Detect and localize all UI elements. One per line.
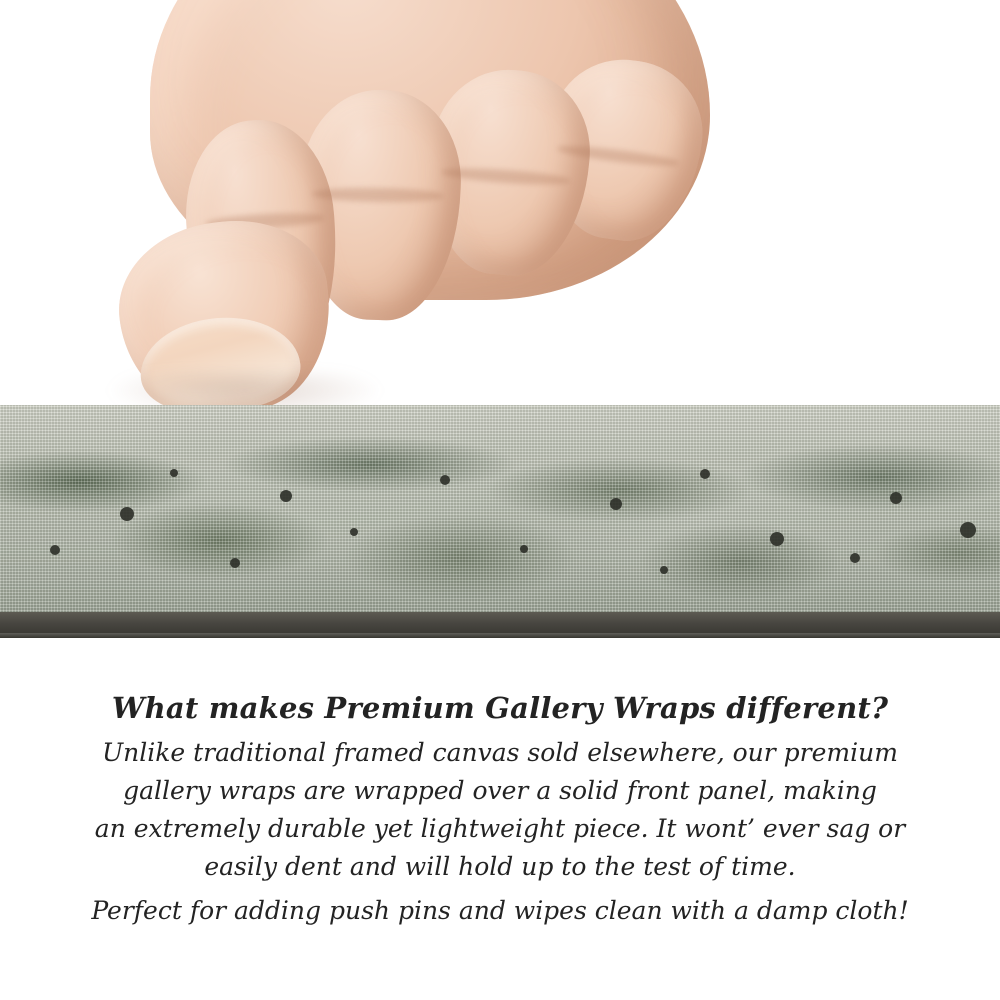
canvas-side-edge: [0, 612, 1000, 638]
copy-line: easily dent and will hold up to the test of time.: [204, 852, 796, 882]
canvas-speck: [890, 492, 902, 504]
canvas-speck: [170, 469, 178, 477]
canvas-surface: [0, 405, 1000, 617]
canvas-speck: [50, 545, 60, 555]
marketing-copy: [0, 690, 1000, 930]
copy-line: Unlike traditional framed canvas sold elsewhere, our premium: [102, 738, 898, 768]
canvas-speck: [350, 528, 358, 536]
copy-line: an extremely durable yet lightweight piece. It wont’ ever sag or: [94, 814, 906, 844]
copy-line: gallery wraps are wrapped over a solid front panel, making: [123, 776, 877, 806]
copy-closing-line: Perfect for adding push pins and wipes clean with a damp cloth!: [91, 896, 909, 926]
canvas-speck: [280, 490, 292, 502]
canvas-speck: [960, 522, 976, 538]
hand-illustration: [0, 0, 1000, 420]
canvas-speck: [520, 545, 528, 553]
canvas-speck: [230, 558, 240, 568]
canvas-speck: [440, 475, 450, 485]
canvas-speck: [700, 469, 710, 479]
copy-heading: What makes Premium Gallery Wraps different?: [111, 691, 889, 725]
canvas-weave-texture: [0, 405, 1000, 617]
canvas-speck: [120, 507, 134, 521]
